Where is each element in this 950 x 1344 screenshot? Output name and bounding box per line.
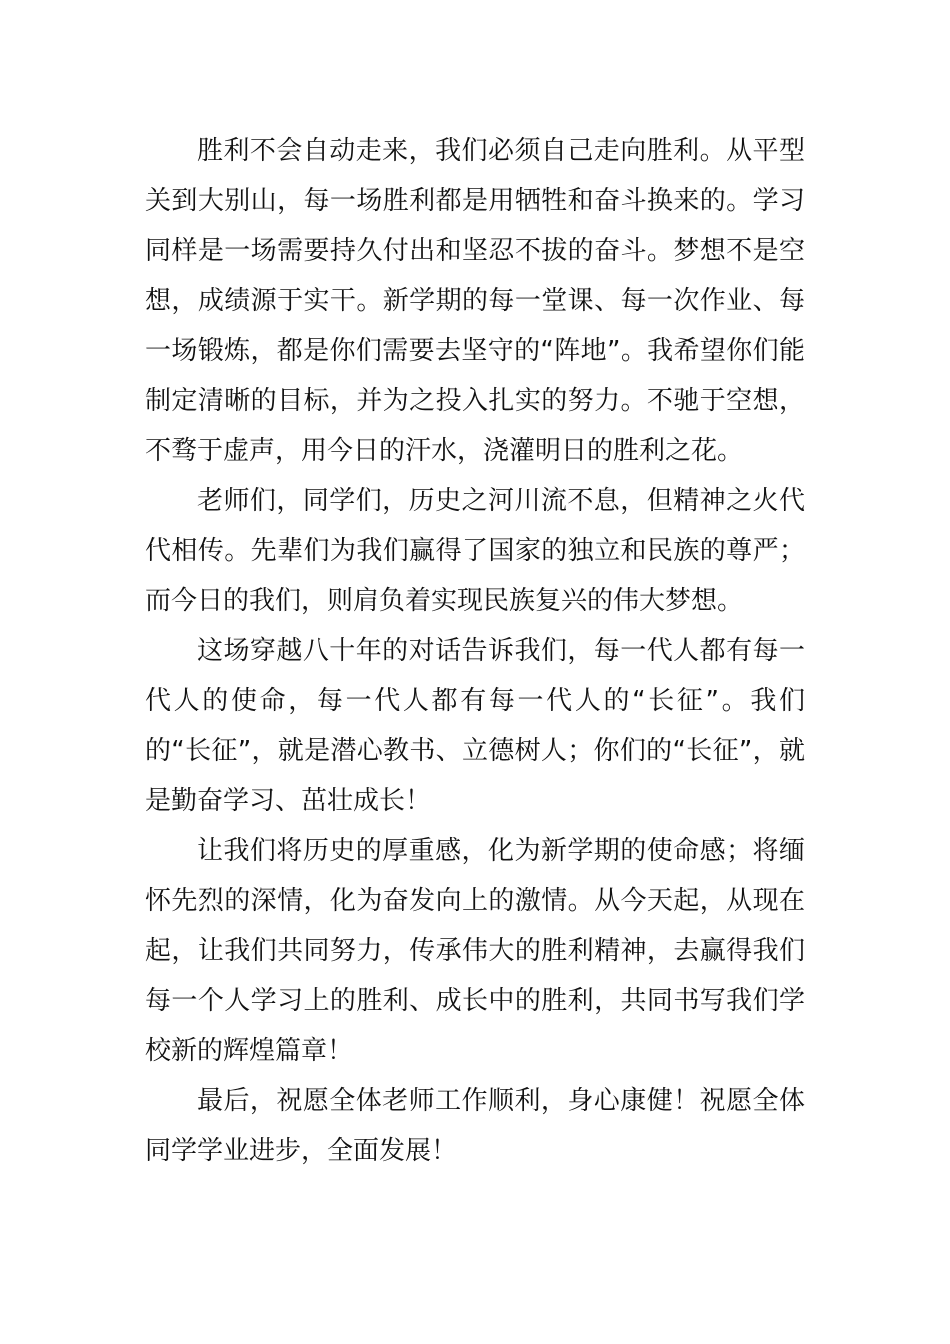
paragraph-history-spirit: 老师们，同学们，历史之河川流不息，但精神之火代代相传。先辈们为我们赢得了国家的独立和民族的尊严；而今日的我们，则肩负着实现民族复兴的伟大梦想。 (145, 486, 805, 616)
paragraph-long-march: 这场穿越八十年的对话告诉我们，每一代人都有每一代人的使命，每一代人都有每一代人的“长征”。我们的“长征”，就是潜心教书、立德树人；你们的“长征”，就是勤奋学习、茁壮成长！ (145, 636, 805, 816)
paragraph-mission: 让我们将历史的厚重感，化为新学期的使命感；将缅怀先烈的深情，化为奋发向上的激情。从今天起，从现在起，让我们共同努力，传承伟大的胜利精神，去赢得我们每一个人学习上的胜利、成长中的胜利，共同书写我们学校新的辉煌篇章！ (145, 836, 805, 1066)
paragraph-victory-struggle: 胜利不会自动走来，我们必须自己走向胜利。从平型关到大别山，每一场胜利都是用牺牲和奋斗换来的。学习同样是一场需要持久付出和坚忍不拔的奋斗。梦想不是空想，成绩源于实干。新学期的每一堂课、每一次作业、每一场锻炼，都是你们需要去坚守的“阵地”。我希望你们能制定清晰的目标，并为之投入扎实的努力。不驰于空想，不骛于虚声，用今日的汗水，浇灌明日的胜利之花。 (145, 136, 805, 466)
paragraph-closing-wishes: 最后，祝愿全体老师工作顺利，身心康健！祝愿全体同学学业进步，全面发展！ (145, 1086, 805, 1166)
